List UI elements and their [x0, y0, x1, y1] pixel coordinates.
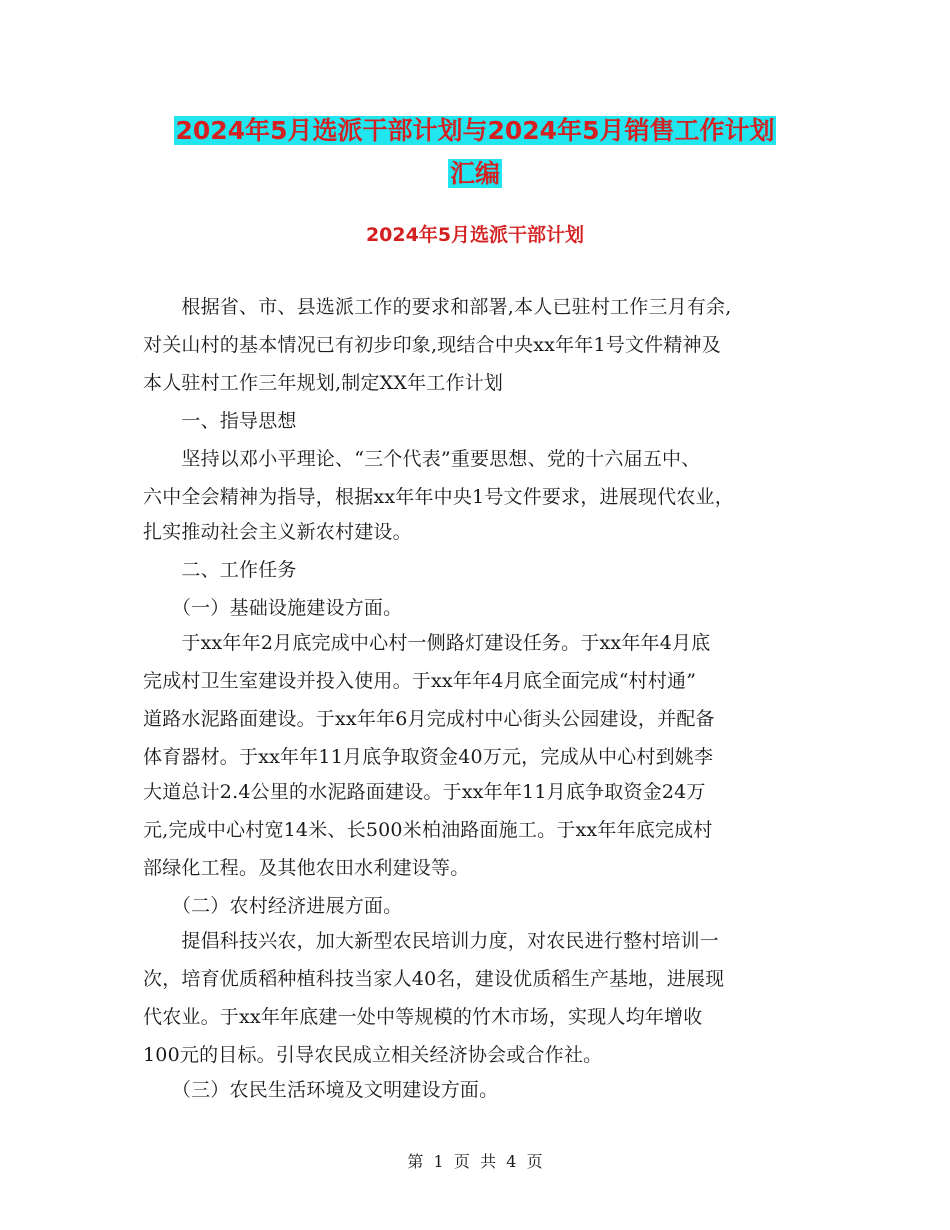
body-line: 于xx年年2月底完成中心村一侧路灯建设任务。于xx年年4月底 [143, 632, 711, 654]
body-line: 六中全会精神为指导，根据xx年年中央1号文件要求，进展现代农业， [143, 486, 734, 508]
body-line: 体育器材。于xx年年11月底争取资金40万元，完成从中心村到姚李 [143, 746, 714, 768]
body-line: 次，培育优质稻种植科技当家人40名，建设优质稻生产基地，进展现 [143, 968, 725, 990]
document-title-line-1 [0, 112, 950, 150]
document-title-line-2 [0, 155, 950, 193]
body-line: （三）农民生活环境及文明建设方面。 [143, 1079, 499, 1101]
body-line: 元,完成中心村宽14米、长500米柏油路面施工。于xx年年底完成村 [143, 819, 713, 841]
body-line: 道路水泥路面建设。于xx年年6月完成村中心街头公园建设，并配备 [143, 708, 715, 730]
body-line: （二）农村经济进展方面。 [143, 895, 403, 917]
body-line: 本人驻村工作三年规划,制定XX年工作计划 [143, 372, 504, 394]
section-title: 2024年5月选派干部计划 [365, 224, 585, 246]
document-title-text-1: 2024年5月选派干部计划与2024年5月销售工作计划 [175, 116, 775, 145]
body-line: 根据省、市、县选派工作的要求和部署,本人已驻村工作三月有余, [143, 296, 732, 318]
body-line: 代农业。于xx年年底建一处中等规模的竹木市场，实现人均年增收 [143, 1006, 703, 1028]
body-line: 扎实推动社会主义新农村建设。 [143, 521, 412, 543]
body-line: 完成村卫生室建设并投入使用。于xx年年4月底全面完成“村村通” [143, 670, 697, 692]
document-title-text-2: 汇编 [449, 159, 500, 188]
body-line: 对关山村的基本情况已有初步印象,现结合中央xx年年1号文件精神及 [143, 334, 721, 356]
page-number-footer: 第 1 页 共 4 页 [407, 1152, 543, 1171]
body-line: 一、指导思想 [143, 410, 297, 432]
body-line: （一）基础设施建设方面。 [143, 597, 403, 619]
body-line: 大道总计2.4公里的水泥路面建设。于xx年年11月底争取资金24万 [143, 781, 706, 803]
body-line: 提倡科技兴农，加大新型农民培训力度，对农民进行整村培训一 [143, 930, 720, 952]
body-line: 部绿化工程。及其他农田水利建设等。 [143, 857, 470, 879]
body-line: 坚持以邓小平理论、“三个代表”重要思想、党的十六届五中、 [143, 448, 701, 470]
body-line: 100元的目标。引导农民成立相关经济协会或合作社。 [143, 1044, 603, 1066]
body-line: 二、工作任务 [143, 559, 297, 581]
